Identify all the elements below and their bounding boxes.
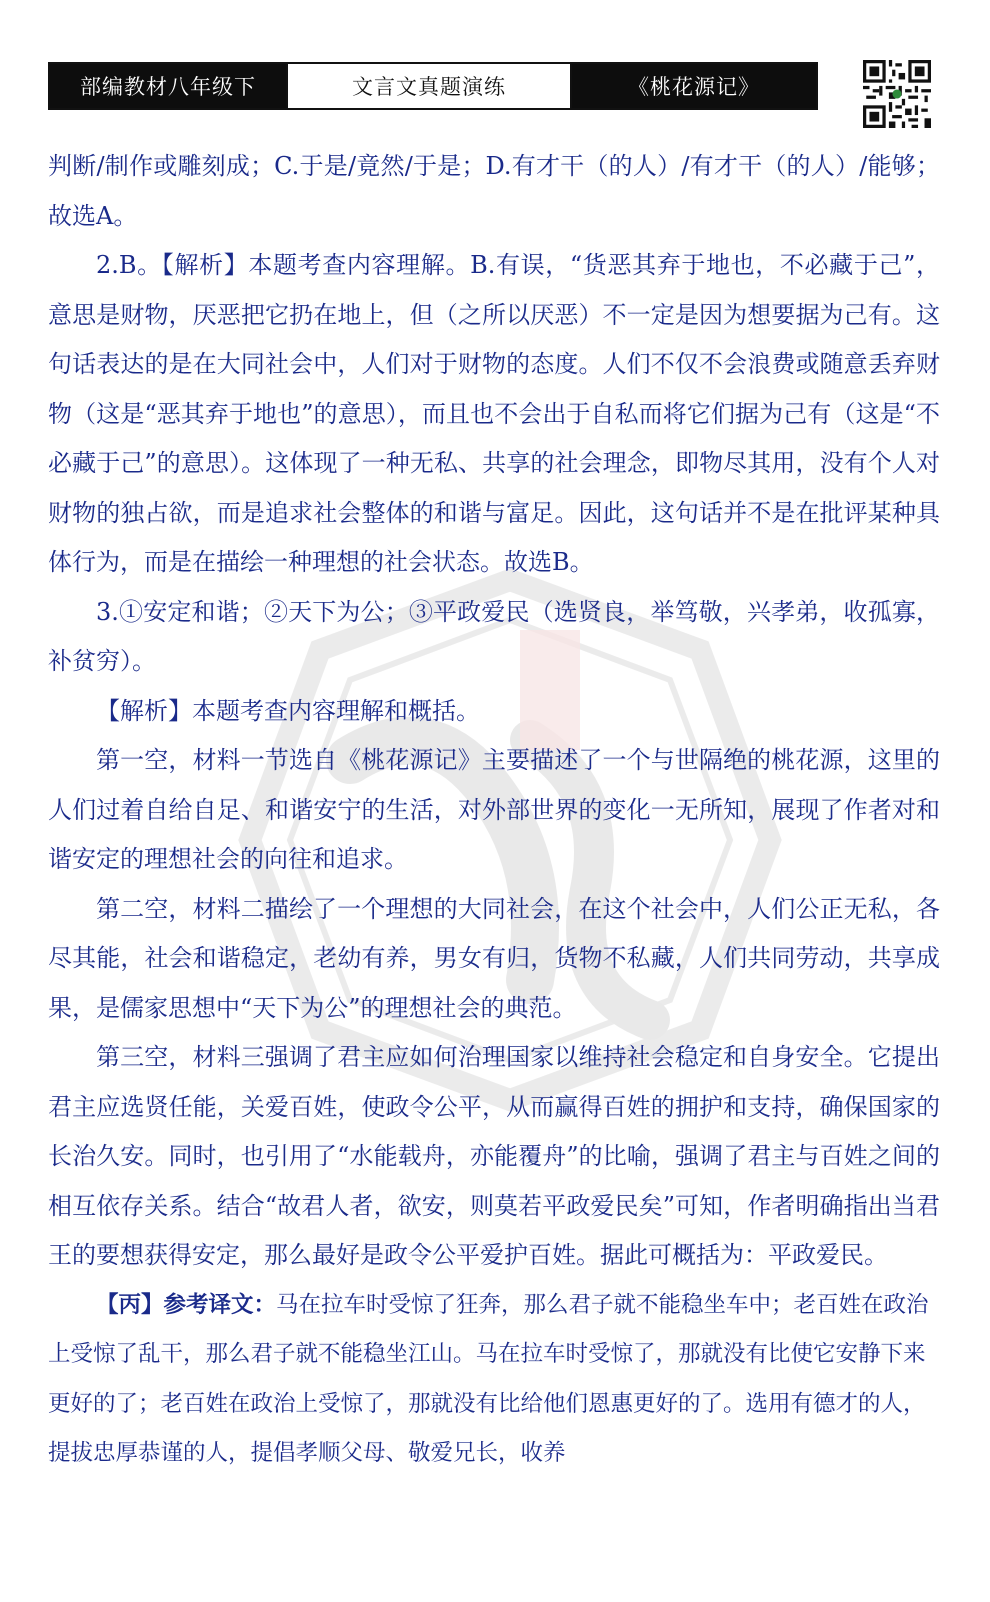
header-section: 文言文真题演练 — [286, 64, 572, 108]
analysis-blank-3: 第三空，材料三强调了君主应如何治理国家以维持社会稳定和自身安全。它提出君主应选贤任能，关爱百姓，使政令公平，从而赢得百姓的拥护和支持，确保国家的长治久安。同时，也引用了“水能载舟，亦能覆舟”的比喻，强调了君主与百姓之间的相互依存关系。结合“故君人者，欲安，则莫若平政爱民矣”可知，作者明确指出当君王的要想获得安定，那么最好是政令公平爱护百姓。据此可概括为：平政爱民。 — [48, 1043, 940, 1269]
analysis-blank-1: 第一空，材料一节选自《桃花源记》主要描述了一个与世隔绝的桃花源，这里的人们过着自给自足、和谐安宁的生活，对外部世界的变化一无所知，展现了作者对和谐安定的理想社会的向往和追求。 — [48, 746, 940, 873]
header-lesson: 《桃花源记》 — [572, 64, 816, 108]
header-grade: 部编教材八年级下 — [50, 64, 286, 108]
translation-text: 马在拉车时受惊了狂奔，那么君子就不能稳坐车中；老百姓在政治上受惊了乱干，那么君子就不能稳坐江山。马在拉车时受惊了，那就没有比使它安静下来更好的了；老百姓在政治上受惊了，那就没有比给他们恩惠更好的了。选用有德才的人，提拔忠厚恭谨的人，提倡孝顺父母、敬爱兄长，收养 — [48, 1291, 929, 1466]
answer-2: 2.B。【解析】本题考查内容理解。B.有误，“货恶其弃于地也，不必藏于己”，意思是财物，厌恶把它扔在地上，但（之所以厌恶）不一定是因为想要据为己有。这句话表达的是在大同社会中，人们对于财物的态度。人们不仅不会浪费或随意丢弃财物（这是“恶其弃于地也”的意思），而且也不会出于自私而将它们据为己有（这是“不必藏于己”的意思）。这体现了一种无私、共享的社会理念，即物尽其用，没有个人对财物的独占欲，而是追求社会整体的和谐与富足。因此，这句话并不是在批评某种具体行为，而是在描绘一种理想的社会状态。故选B。 — [48, 251, 940, 576]
document-body — [48, 142, 940, 1479]
answer-3: 3.①安定和谐；②天下为公；③平政爱民（选贤良，举笃敬，兴孝弟，收孤寡，补贫穷）。 — [48, 597, 940, 675]
analysis-blank-2: 第二空，材料二描绘了一个理想的大同社会，在这个社会中，人们公正无私，各尽其能，社会和谐稳定，老幼有养，男女有归，货物不私藏，人们共同劳动，共享成果，是儒家思想中“天下为公”的理想社会的典范。 — [48, 894, 940, 1022]
header-bar — [48, 62, 818, 110]
analysis-heading: 【解析】本题考查内容理解和概括。 — [96, 696, 480, 725]
qr-code-icon — [863, 60, 931, 128]
paragraph-continuation: 判断/制作或雕刻成；C.于是/竟然/于是；D.有才干（的人）/有才干（的人）/能够；故选A。 — [48, 152, 940, 230]
translation-label: 【丙】参考译文： — [96, 1291, 277, 1318]
translation-paragraph — [48, 1281, 940, 1479]
